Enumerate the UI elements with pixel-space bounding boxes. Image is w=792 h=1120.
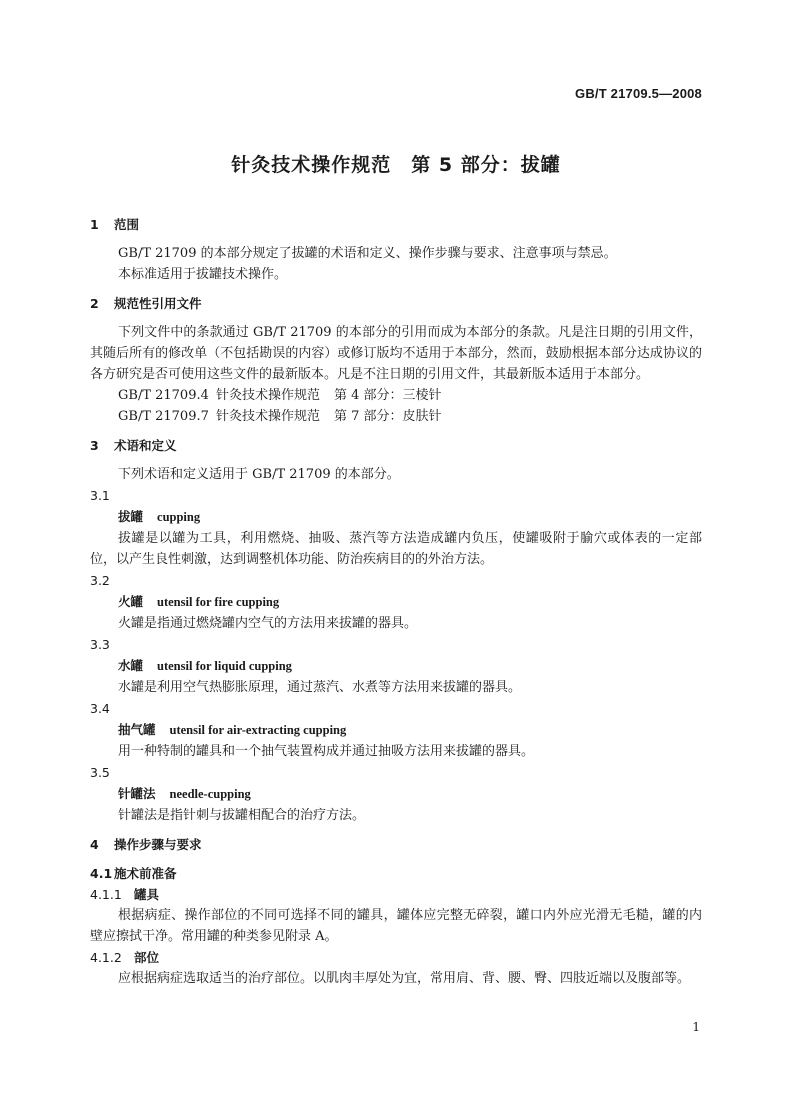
subsection-4-1-1-heading [90, 884, 702, 905]
section-3-heading [90, 435, 702, 456]
reference-part: 第 4 部分：三棱针 [334, 388, 442, 403]
term-en: needle-cupping [169, 787, 251, 801]
section-title: 范围 [114, 217, 140, 232]
term-zh: 抽气罐 [118, 722, 156, 737]
term-zh: 拔罐 [118, 509, 144, 524]
paragraph: GB/T 21709 的本部分规定了拔罐的术语和定义、操作步骤与要求、注意事项与禁忌。 [118, 246, 617, 261]
reference-name: 针灸技术操作规范 [216, 409, 321, 424]
section-title: 规范性引用文件 [114, 296, 202, 311]
document-title: 针灸技术操作规范 第 5 部分：拔罐 [231, 154, 561, 176]
term-entry [90, 591, 702, 613]
clause-number: 3.5 [90, 765, 110, 780]
term-definition: 用一种特制的罐具和一个抽气装置构成并通过抽吸方法用来拔罐的器具。 [118, 744, 535, 759]
standard-code: GB/T 21709.5—2008 [575, 86, 702, 101]
term-en: utensil for air-extracting cupping [169, 723, 347, 737]
section-title: 操作步骤与要求 [114, 837, 202, 852]
subsection-number: 4.1 [90, 866, 113, 881]
subsection-number: 4.1.2 [90, 950, 122, 965]
section-number: 3 [90, 438, 99, 453]
reference-name: 针灸技术操作规范 [216, 388, 321, 403]
paragraph: 下列术语和定义适用于 GB/T 21709 的本部分。 [118, 467, 400, 482]
section-2-heading [90, 293, 702, 314]
subsection-4-1-heading [90, 863, 702, 884]
term-zh: 针罐法 [118, 786, 156, 801]
section-number: 1 [90, 217, 99, 232]
term-zh: 水罐 [118, 658, 144, 673]
term-definition: 火罐是指通过燃烧罐内空气的方法用来拔罐的器具。 [118, 616, 418, 631]
term-entry [90, 655, 702, 677]
reference-code: GB/T 21709.7 [118, 409, 209, 424]
clause-number: 3.4 [90, 701, 110, 716]
section-number: 2 [90, 296, 99, 311]
term-en: utensil for liquid cupping [157, 659, 292, 673]
subsection-title: 施术前准备 [114, 866, 177, 881]
section-1-heading [90, 214, 702, 235]
normative-reference [90, 385, 702, 406]
document-body [90, 214, 702, 989]
subsection-number: 4.1.1 [90, 887, 122, 902]
term-en: utensil for fire cupping [157, 595, 280, 609]
paragraph: 本标准适用于拔罐技术操作。 [118, 267, 288, 282]
subsection-title: 罐具 [134, 887, 160, 902]
term-definition: 拔罐是以罐为工具，利用燃烧、抽吸、蒸汽等方法造成罐内负压，使罐吸附于腧穴或体表的一定部位，以产生良性刺激，达到调整机体功能、防治疾病目的的外治方法。 [90, 531, 702, 567]
term-entry [90, 719, 702, 741]
term-definition: 针罐法是指针刺与拔罐相配合的治疗方法。 [118, 808, 366, 823]
paragraph: 下列文件中的条款通过 GB/T 21709 的本部分的引用而成为本部分的条款。凡是注日期的引用文件，其随后所有的修改单（不包括勘误的内容）或修订版均不适用于本部分，然而，鼓励根据本部分达成协议的各方研究是否可使用这些文件的最新版本。凡是不注日期的引用文件，其最新版本适用于本部分。 [90, 325, 702, 382]
term-definition: 水罐是利用空气热膨胀原理，通过蒸汽、水煮等方法用来拔罐的器具。 [118, 680, 522, 695]
subsection-4-1-2-heading [90, 947, 702, 968]
subsection-title: 部位 [134, 950, 160, 965]
normative-reference [90, 406, 702, 427]
section-number: 4 [90, 837, 99, 852]
paragraph: 应根据病症选取适当的治疗部位。以肌肉丰厚处为宜，常用肩、背、腰、臀、四肢近端以及腹部等。 [118, 971, 691, 986]
clause-number: 3.2 [90, 573, 110, 588]
term-zh: 火罐 [118, 594, 144, 609]
clause-number: 3.3 [90, 637, 110, 652]
clause-number: 3.1 [90, 488, 110, 503]
section-4-heading [90, 834, 702, 855]
reference-code: GB/T 21709.4 [118, 388, 209, 403]
paragraph: 根据病症、操作部位的不同可选择不同的罐具，罐体应完整无碎裂，罐口内外应光滑无毛糙，罐的内壁应擦拭干净。常用罐的种类参见附录 A。 [90, 908, 702, 944]
term-entry [90, 506, 702, 528]
term-en: cupping [157, 510, 201, 524]
term-entry [90, 783, 702, 805]
section-title: 术语和定义 [114, 438, 177, 453]
reference-part: 第 7 部分：皮肤针 [334, 409, 442, 424]
page-number: 1 [692, 1020, 700, 1034]
